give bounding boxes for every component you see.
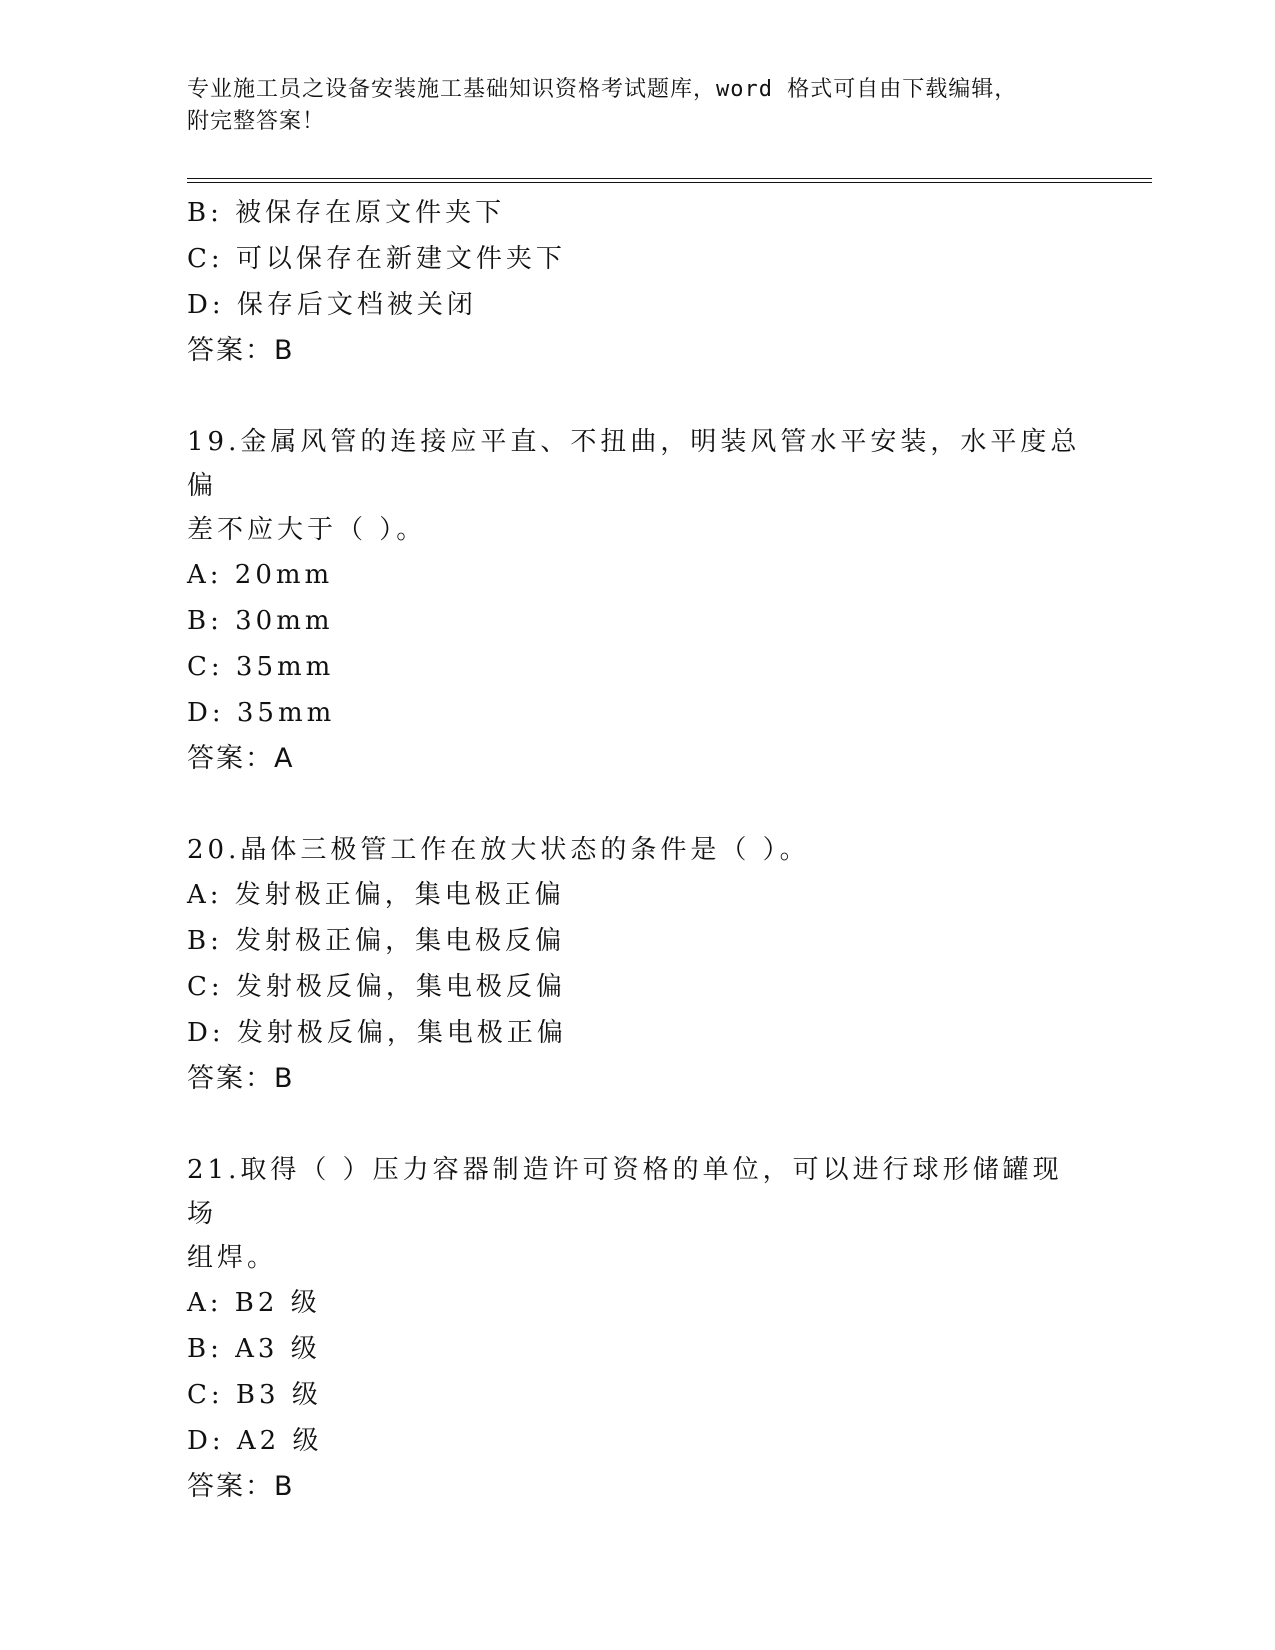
- question-20: [187, 828, 1087, 1102]
- option-b: B: 被保存在原文件夹下: [187, 198, 506, 228]
- answer: 答案：A: [187, 743, 295, 774]
- option-a: A: 发射极正偏，集电极正偏: [187, 880, 565, 910]
- question-text-line-1: 20.晶体三极管工作在放大状态的条件是（ ）。: [187, 835, 810, 865]
- question-18-tail: [187, 190, 1087, 374]
- option-d: D: 发射极反偏，集电极正偏: [187, 1018, 567, 1048]
- option-b: B: 发射极正偏，集电极反偏: [187, 926, 566, 956]
- question-list: [187, 190, 1087, 1510]
- option-d: D: A2 级: [187, 1426, 323, 1456]
- answer: 答案：B: [187, 1063, 295, 1094]
- question-19: [187, 420, 1087, 782]
- option-b: B: 30mm: [187, 606, 334, 636]
- option-d: D: 保存后文档被关闭: [187, 290, 477, 320]
- answer: 答案：B: [187, 1471, 295, 1502]
- option-c: C: 可以保存在新建文件夹下: [187, 244, 566, 274]
- option-c: C: 发射极反偏，集电极反偏: [187, 972, 566, 1002]
- question-21: [187, 1148, 1087, 1510]
- spacer: [187, 374, 1087, 420]
- option-c: C: 35mm: [187, 652, 335, 682]
- header-divider-top: [187, 178, 1152, 179]
- header-line-2: 附完整答案！: [187, 109, 326, 134]
- question-text-line-1: 21.取得（ ）压力容器制造许可资格的单位，可以进行球形储罐现场: [187, 1155, 1063, 1229]
- question-text-line-2: 组焊。: [187, 1243, 278, 1273]
- header-line-1: 专业施工员之设备安装施工基础知识资格考试题库，word 格式可自由下载编辑，: [187, 77, 1018, 102]
- spacer: [187, 1102, 1087, 1148]
- spacer: [187, 782, 1087, 828]
- question-text-line-1: 19.金属风管的连接应平直、不扭曲，明装风管水平安装，水平度总偏: [187, 427, 1081, 501]
- option-a: A: B2 级: [187, 1288, 321, 1318]
- option-a: A: 20mm: [187, 560, 334, 590]
- option-c: C: B3 级: [187, 1380, 322, 1410]
- document-header: [187, 74, 1067, 138]
- option-d: D: 35mm: [187, 698, 336, 728]
- question-text-line-2: 差不应大于（ ）。: [187, 515, 427, 545]
- header-divider-bottom: [187, 182, 1152, 183]
- option-b: B: A3 级: [187, 1334, 321, 1364]
- answer: 答案：B: [187, 335, 295, 366]
